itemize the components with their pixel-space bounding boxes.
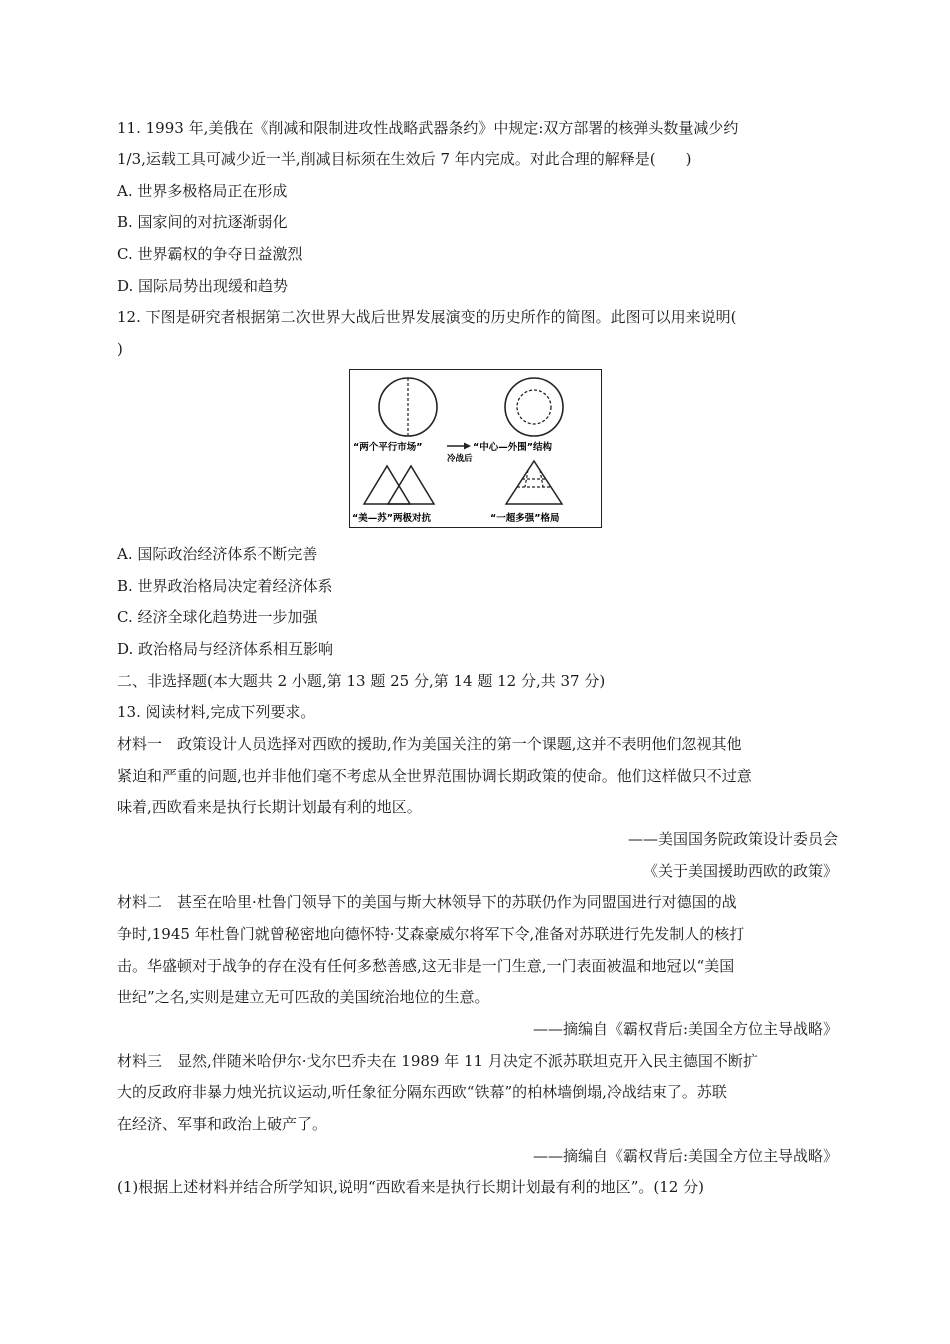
q11-option-a: A. 世界多极格局正在形成 bbox=[117, 182, 288, 200]
q13-material3-line1: 材料三 显然,伴随米哈伊尔·戈尔巴乔夫在 1989 年 11 月决定不派苏联坦克开入民主德国不断扩 bbox=[117, 1052, 758, 1070]
q11-option-c: C. 世界霸权的争夺日益激烈 bbox=[117, 245, 303, 263]
q13-material1-line3: 味着,西欧看来是执行长期计划最有利的地区。 bbox=[117, 798, 422, 816]
q11-option-b: B. 国家间的对抗逐渐弱化 bbox=[117, 213, 288, 231]
q13-material3-line3: 在经济、军事和政治上破产了。 bbox=[117, 1115, 328, 1133]
q12-option-b: B. 世界政治格局决定着经济体系 bbox=[117, 577, 333, 595]
triangle-usa bbox=[364, 466, 410, 504]
triangle-ussr bbox=[388, 466, 434, 504]
q11-stem-line1: 11. 1993 年,美俄在《削减和限制进攻性战略武器条约》中规定:双方部署的核弹头数量减少约 bbox=[117, 119, 739, 137]
q12-option-d: D. 政治格局与经济体系相互影响 bbox=[117, 640, 334, 658]
q13-material1-line1: 材料一 政策设计人员选择对西欧的援助,作为美国关注的第一个课题,这并不表明他们忽视其他 bbox=[117, 735, 742, 753]
section-heading: 二、非选择题(本大题共 2 小题,第 13 题 25 分,第 14 题 12 分,共 37 分) bbox=[117, 672, 606, 690]
q13-subquestion-1: (1)根据上述材料并结合所学知识,说明“西欧看来是执行长期计划最有利的地区”。(12 分) bbox=[117, 1178, 704, 1196]
q13-material3-source: ——摘编自《霸权背后:美国全方位主导战略》 bbox=[532, 1147, 838, 1165]
label-two-parallel-markets: “两个平行市场” bbox=[353, 442, 423, 453]
circle-two-markets bbox=[379, 378, 437, 436]
label-after-cold-war: 冷战后 bbox=[447, 454, 473, 464]
q12-option-a: A. 国际政治经济体系不断完善 bbox=[117, 545, 318, 563]
label-one-superpower-many-powers: “一超多强”格局 bbox=[490, 513, 560, 524]
q13-material2-source: ——摘编自《霸权背后:美国全方位主导战略》 bbox=[532, 1020, 838, 1038]
inner-dashed-circle bbox=[517, 390, 551, 424]
triangle-one-superpower bbox=[506, 461, 562, 504]
q11-option-d: D. 国际局势出现缓和趋势 bbox=[117, 277, 289, 295]
q12-diagram bbox=[349, 369, 602, 528]
q13-material2-line2: 争时,1945 年杜鲁门就曾秘密地向德怀特·艾森豪威尔将军下令,准备对苏联进行先发制人的核打 bbox=[117, 925, 745, 943]
q13-title: 13. 阅读材料,完成下列要求。 bbox=[117, 703, 316, 721]
arrow-head-icon bbox=[464, 443, 471, 450]
label-center-periphery: “中心—外围”结构 bbox=[473, 442, 552, 453]
diagram-svg bbox=[350, 370, 600, 526]
q13-material2-line3: 击。华盛顿对于战争的存在没有任何多愁善感,这无非是一门生意,一门表面被温和地冠以“美国 bbox=[117, 957, 735, 975]
q13-material3-line2: 大的反政府非暴力烛光抗议运动,听任象征分隔东西欧“铁幕”的柏林墙倒塌,冷战结束了。苏联 bbox=[117, 1083, 727, 1101]
q12-stem-line1: 12. 下图是研究者根据第二次世界大战后世界发展演变的历史所作的简图。此图可以用来说明( bbox=[117, 308, 737, 326]
q12-stem-line2: ) bbox=[117, 340, 123, 358]
q13-material1-source1: ——美国国务院政策设计委员会 bbox=[627, 830, 838, 848]
circle-center-periphery bbox=[505, 378, 563, 436]
q12-option-c: C. 经济全球化趋势进一步加强 bbox=[117, 608, 318, 626]
label-us-soviet-bipolar: “美—苏”两极对抗 bbox=[352, 513, 431, 524]
q13-material2-line4: 世纪”之名,实则是建立无可匹敌的美国统治地位的生意。 bbox=[117, 988, 490, 1006]
q13-material1-source2: 《关于美国援助西欧的政策》 bbox=[642, 862, 838, 880]
q11-stem-line2: 1/3,运载工具可减少近一半,削减目标须在生效后 7 年内完成。对此合理的解释是( ) bbox=[117, 150, 692, 168]
q13-material2-line1: 材料二 甚至在哈里·杜鲁门领导下的美国与斯大林领导下的苏联仍作为同盟国进行对德国的战 bbox=[117, 893, 737, 911]
q13-material1-line2: 紧迫和严重的问题,也并非他们毫不考虑从全世界范围协调长期政策的使命。他们这样做只不过意 bbox=[117, 767, 752, 785]
